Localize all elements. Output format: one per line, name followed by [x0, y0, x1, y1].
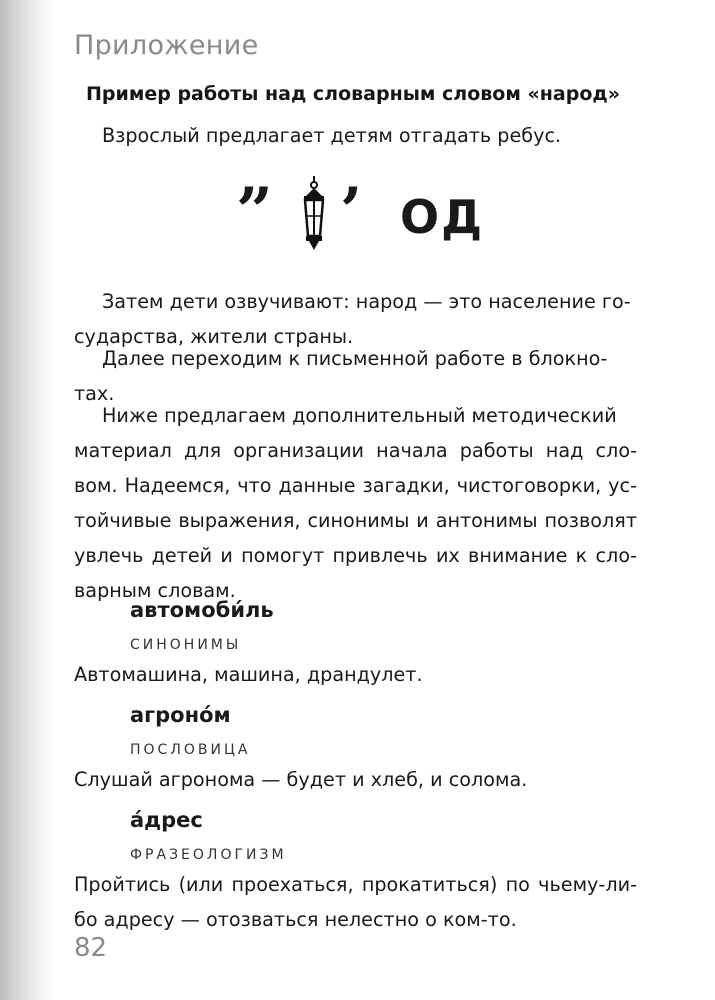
- paragraph-3-rest: материал для организации начала работы над словом. Надеемся, что данные загадки, чистоговорки, устойчивые выражения, синонимы и антонимы позволят увлечь детей и помогут привлечь их внимание к словарным словам.: [74, 439, 637, 602]
- rebus-letters: ОД: [400, 190, 485, 244]
- paragraph-1-line-1: Затем дети озвучивают: народ — это население го-: [102, 290, 631, 313]
- rebus-double-comma: ”: [236, 174, 273, 249]
- paragraph-3: [74, 398, 637, 608]
- paragraph-1-rest: сударства, жители страны.: [74, 325, 354, 348]
- entry-label-proverb: ПОСЛОВИЦА: [130, 742, 251, 758]
- lantern-icon: [296, 176, 332, 252]
- entry-word-avtomobil: автомоби́ль: [130, 598, 274, 622]
- entry-label-synonyms: СИНОНИМЫ: [130, 637, 242, 653]
- rebus-puzzle: [236, 172, 496, 256]
- page-number: 82: [74, 933, 108, 963]
- intro-text: Взрослый предлагает детям отгадать ребус.: [102, 124, 562, 147]
- intro-paragraph: [74, 118, 637, 153]
- example-heading: Пример работы над словарным словом «народ»: [86, 83, 620, 105]
- section-title: Приложение: [74, 30, 259, 61]
- entry-word-agronom: агроно́м: [130, 703, 231, 727]
- entry-text-adres: Пройтись (или проехаться, прокатиться) по чьему-либо адресу — отозваться нелестно о ком-то.: [74, 873, 637, 931]
- entry-text-agronom: Слушай агронома — будет и хлеб, и солома.: [74, 768, 528, 791]
- entry-text-avtomobil: Автомашина, машина, драндулет.: [74, 663, 423, 686]
- paragraph-2-rest: тах.: [74, 382, 115, 405]
- entry-word-adres: а́дрес: [130, 808, 203, 832]
- paragraph-2-line-1: Далее переходим к письменной работе в блокно-: [102, 347, 608, 370]
- rebus-comma: ’: [340, 174, 363, 249]
- entry-label-phraseologism: ФРАЗЕОЛОГИЗМ: [130, 847, 287, 863]
- paragraph-3-line-1: Ниже предлагаем дополнительный методический: [102, 404, 617, 427]
